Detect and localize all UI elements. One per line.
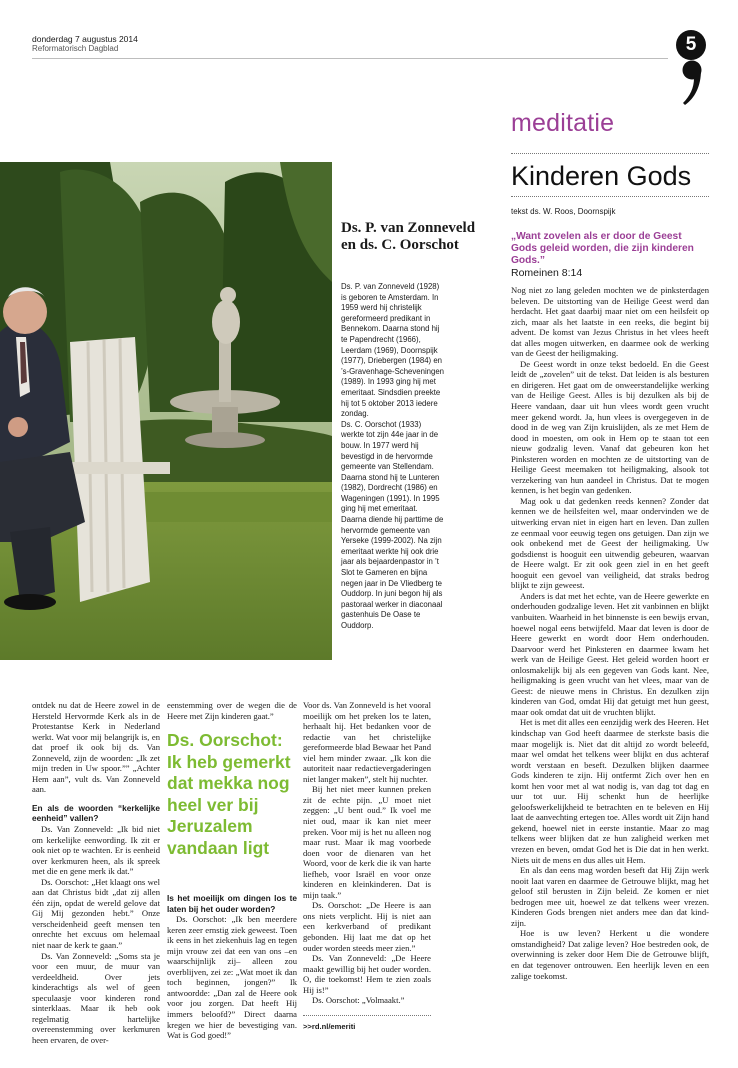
- sidebar-paragraph: Ds. P. van Zonneveld (1928) is geboren te Amsterdam. In 1959 werd hij christelijk gereformeerd predikant in Bennekom. Daarna stond hij te Papendrecht (1966), Leerdam (1969), Doornspijk (1977), Driebergen (1984) en ’s-Gravenhage-Scheveningen (1989). In 1993 ging hij met emeritaat. Sindsdien preekte hij tot 5 oktober 2013 iedere zondag.: [341, 282, 445, 419]
- paragraph: Ds. Oorschot: „Ik ben meerdere keren zeer ernstig ziek geweest. Toen ik eens in het ziekenhuis lag en tegen mijn vrouw zei dat een van ons –en waarschijnlijk zij– alleen zou overblijven, zei ze: „Wat moet ik dan toch beginnen, jongen?” Ik antwoordde: „Dan zal de Heere ook voor jou zorgen. Dat heeft Hij immers beloofd?” Direct daarna kregen we hier de bevestiging van. Wat is God goed!”: [167, 914, 297, 1041]
- header-rule: [32, 58, 668, 59]
- photo-ministers-in-garden: [0, 162, 332, 660]
- paragraph: Mag ook u dat gedenken reeds kennen? Zonder dat kennen we de heilsfeiten wel, maar ondervinden we de uitwerking ervan niet in eigen hart en leven. Dan zullen ze eenmaal voor eeuwig tegen ons getuigen. Dan zijn we ook onbekend met de Geest der heiligmaking. Uw godsdienst is hooguit een uitwendig gebeuren, waarvan de Heere walgt. Er zit ook geen ziel in en het geeft hooguit een gevoel van veiligheid, dat straks bedrog blijkt te zijn geweest.: [511, 495, 709, 591]
- paragraph: Anders is dat met het echte, van de Heere gewerkte en onderhouden godzalige leven. Het zit vanbinnen en blijkt vanbuiten. Waarheid in het binnenste is een bewijs ervan, hoewel nogal eens betwijfeld. Maar dat leven is door de Heere gewerkt en wordt door Hem onderhouden. Daarvoor werd het Pinksteren en daarmee kwam het werk van de Heilige Geest. Het geleid worden hoort er onlosmakelijk bij als een gegeven van Gods kant. Nee, heiligmaking is geen vrucht van het vlees, maar van de Geest: de nieuwe mens in Christus. En dezulken zijn kinderen van God, omdat Hij dat getuigt met hun geest, maar ook omdat dat uit de vruchten blijkt.: [511, 590, 709, 717]
- page-number: 5: [676, 30, 706, 60]
- paragraph: Ds. Oorschot: „Volmaakt.”: [312, 995, 405, 1006]
- interview-question: En als de woorden “kerkelijke eenheid” vallen?: [32, 802, 160, 824]
- sidebar-title: Ds. P. van Zonneveld en ds. C. Oorschot: [341, 220, 476, 253]
- paragraph: Ds. Oorschot: „De Heere is aan ons niets verplicht. Hij is niet aan een kerkverband of predikant gebonden. Hij laat me dat op het ouder worden steeds meer zien.”: [303, 900, 431, 953]
- article-title: Kinderen Gods: [511, 161, 692, 191]
- paragraph: En als dan eens mag worden beseft dat Hij Zijn werk nooit laat varen en daarmee de Getrouwe blijkt, mag het geloof stil berusten in Zijn beleid. Ze komen er niet bedrogen mee uit, hoewel ze dat telkens weer vrezen. Kinderen Gods brengen niet anders mee dan dat kind-zijn.: [511, 865, 709, 928]
- web-link[interactable]: >>rd.nl/emeriti: [303, 1022, 356, 1031]
- newspaper-name: Reformatorisch Dagblad: [32, 44, 119, 53]
- paragraph: Ds. Van Zonneveld: „Soms sta je voor een muur, de muur van verdeeldheid. Over jets kinderachtigs als wel of geen speculaasje voor kinderen rond sinterklaas. Maar ik heb ook regelmatig hartelijke overeenstemming over kerkmuren heen ervaren, de over-: [32, 950, 160, 1045]
- meditation-body: [511, 285, 709, 981]
- dotted-divider: [511, 196, 709, 197]
- bible-quote: „Want zovelen als er door de Geest Gods geleid worden, die zijn kinderen Gods.”: [511, 231, 694, 266]
- paragraph: Voor ds. Van Zonneveld is het vooral moeilijk om het preken los te laten, herhaalt hij. Het bedanken voor de redactie van het christelijke gereformeerde blad Bewaar het Pand viel hem minder zwaar. „Ik kon die autoriteit naar redactievergaderingen niet langer maken”, stelt hij nuchter.: [303, 700, 431, 784]
- comma-logo-icon: [682, 60, 702, 106]
- interview-column-3: [303, 700, 431, 1006]
- paragraph: ontdek nu dat de Heere zowel in de Hersteld Hervormde Kerk als in de Protestantse Kerk in Nederland werkt. Wat voor mij belangrijk is, en dat proef ik ook bij ds. Van Zonneveld, zijn de woorden: „Ik zet mijn treden in Uw spoor.”” „Achter Hem aan”, vult ds. Van Zonneveld aan.: [32, 700, 160, 795]
- byline: tekst ds. W. Roos, Doornspijk: [511, 207, 616, 216]
- paragraph: Ds. Van Zonneveld: „De Heere maakt gewillig bij het ouder worden. O, die toekomst! Hem te zien zoals Hij is!”: [303, 953, 431, 995]
- verse-reference: Romeinen 8:14: [511, 267, 583, 279]
- paragraph: De Geest wordt in onze tekst bedoeld. En die Geest leidt de „zovelen” uit de tekst. Dat leiden is als besturen en dirigeren. Het gaat om de onweerstandelijke werking van de Heilige Geest. Alles is bij dezulken als bij de Heere vandaan, daar uit hun vlees wordt geen vrucht meer gekend wordt. Ja, hun vlees is overgegeven in de dood in de weg van Zijn kruislijden, als ze met Hem de dood in moesten, om ook in Hem op te staan tot een nieuw godzalig leven. Vanaf dat gebeuren kon het Pinksteren worden en mochten ze de uitstorting van de Heilige Geest meemaken tot heiligmaking, alsook tot verzekering van hun aandeel in Christus. Dat te mogen kennen, is het begin van gedenken.: [511, 358, 709, 496]
- paragraph: Hoe is uw leven? Herkent u die wondere omstandigheid? Dat zalige leven? Hoe bestreden ook, de overwinning is zeker door Hem Die de Getrouwe blijft, en dat tegenover ontrouwen. Een heerlijk leven en een zalige toekomst.: [511, 928, 709, 981]
- sidebar-body: [341, 282, 444, 632]
- sidebar-paragraph: Ds. C. Oorschot (1933) werkte tot zijn 44e jaar in de bouw. In 1977 werd hij bevestigd in de hervormde gemeente van Stellendam. Daarna stond hij te Lunteren (1982), Dordrecht (1986) en Wageningen (1991). In 1995 ging hij met emeritaat. Daarna diende hij parttime de hervormde gemeente van Yerseke (1999-2002). Na zijn emeritaat werkte hij ook drie jaar als bejaardenpastor in ’t Slot te Gameren en bijna negen jaar in De Vliedberg te Ouddorp. In juni begon hij als pastoraal werker in diaconaal gastenhuis De Oase te Ouddorp.: [341, 419, 444, 630]
- paragraph: Nog niet zo lang geleden mochten we de pinksterdagen beleven. De uitstorting van de Heilige Geest werd dan herdacht. Het gaat daarbij maar niet om een heilsfeit op zich, maar als het laatste in een reeks, die begint bij advent. De komst van Jezus Christus in het vlees heeft dat alles mogen uitwerken, en daarmee ook de werking van de Geest der heiligmaking.: [511, 285, 709, 359]
- dotted-divider: [511, 153, 709, 154]
- section-title: meditatie: [511, 109, 615, 137]
- paragraph: eenstemming over de wegen die de Heere met Zijn kinderen gaat.”: [167, 700, 297, 721]
- paragraph: Ds. Oorschot: „Het klaagt ons wel aan dat Christus bidt „dat zij allen één zijn, opdat de wereld gelove dat Gij Mij gezonden hebt.” Onze verscheidenheid geeft mensen ten onrechte het excuus om helemaal niet naar de kerk te gaan.”: [32, 876, 160, 951]
- interview-column-2-top: [167, 700, 297, 721]
- paragraph: Het is met dit alles een eenzijdig werk des Heeren. Het kindschap van God heeft daarmee de sterkste basis die maar mogelijk is. Niet dat dit altijd zo wordt beleefd, maar wel omdat het telkens weer blijkt en dus achteraf wordt verstaan en beseft. Dezulken blijken daarmee Gods kinderen te zijn. Hij ontfermt Zich over hen en komt hen voor met al wat nodig is, van dag tot dag en uur tot uur. Hij schenkt hun de heerlijke geloofswerkelijkheid te betrachten en te beleven en Hij laat de aanvechting ertegen toe. Alles wordt uit Zijn hand gekend, hoewel niet in eerste instantie. Maar zo mag telkens weer blijken dat ze hun zaligheid werken met vrezen en beven, omdat God het is Die dat in hen werkt. Niets uit de mens en dus alles uit Hem.: [511, 717, 709, 865]
- interview-question: Is het moeilijk om dingen los te laten bij het ouder worden?: [167, 893, 297, 914]
- issue-date: donderdag 7 augustus 2014: [32, 34, 138, 44]
- interview-column-1: [32, 700, 160, 1046]
- interview-column-2: [167, 885, 297, 1041]
- dotted-divider: [303, 1015, 431, 1016]
- paragraph: Bij het niet meer kunnen preken zit de echte pijn. „U moet niet zeggen: „U bent oud.” Ik voel me niet oud, maar ik kan niet meer preken. Voor mij is het nu alleen nog maar rust. Maar ik mag voorbede doen voor de dienaren van het Woord, voor de kerk die ik van harte liefheb, voor Israël en voor onze kinderen en kleinkinderen. Dat is mijn taak.”: [303, 784, 431, 900]
- pull-quote: Ds. Oorschot: Ik heb gemerkt dat mekka nog heel ver bij Jeruzalem vandaan ligt: [167, 730, 291, 858]
- paragraph: Ds. Van Zonneveld: „Ik bid niet om kerkelijke eenwording. Ik zit er ook niet op te wachten. Er is eenheid over kerkmuren heen, als ik spreek met die en gene merk ik dat.”: [32, 824, 160, 877]
